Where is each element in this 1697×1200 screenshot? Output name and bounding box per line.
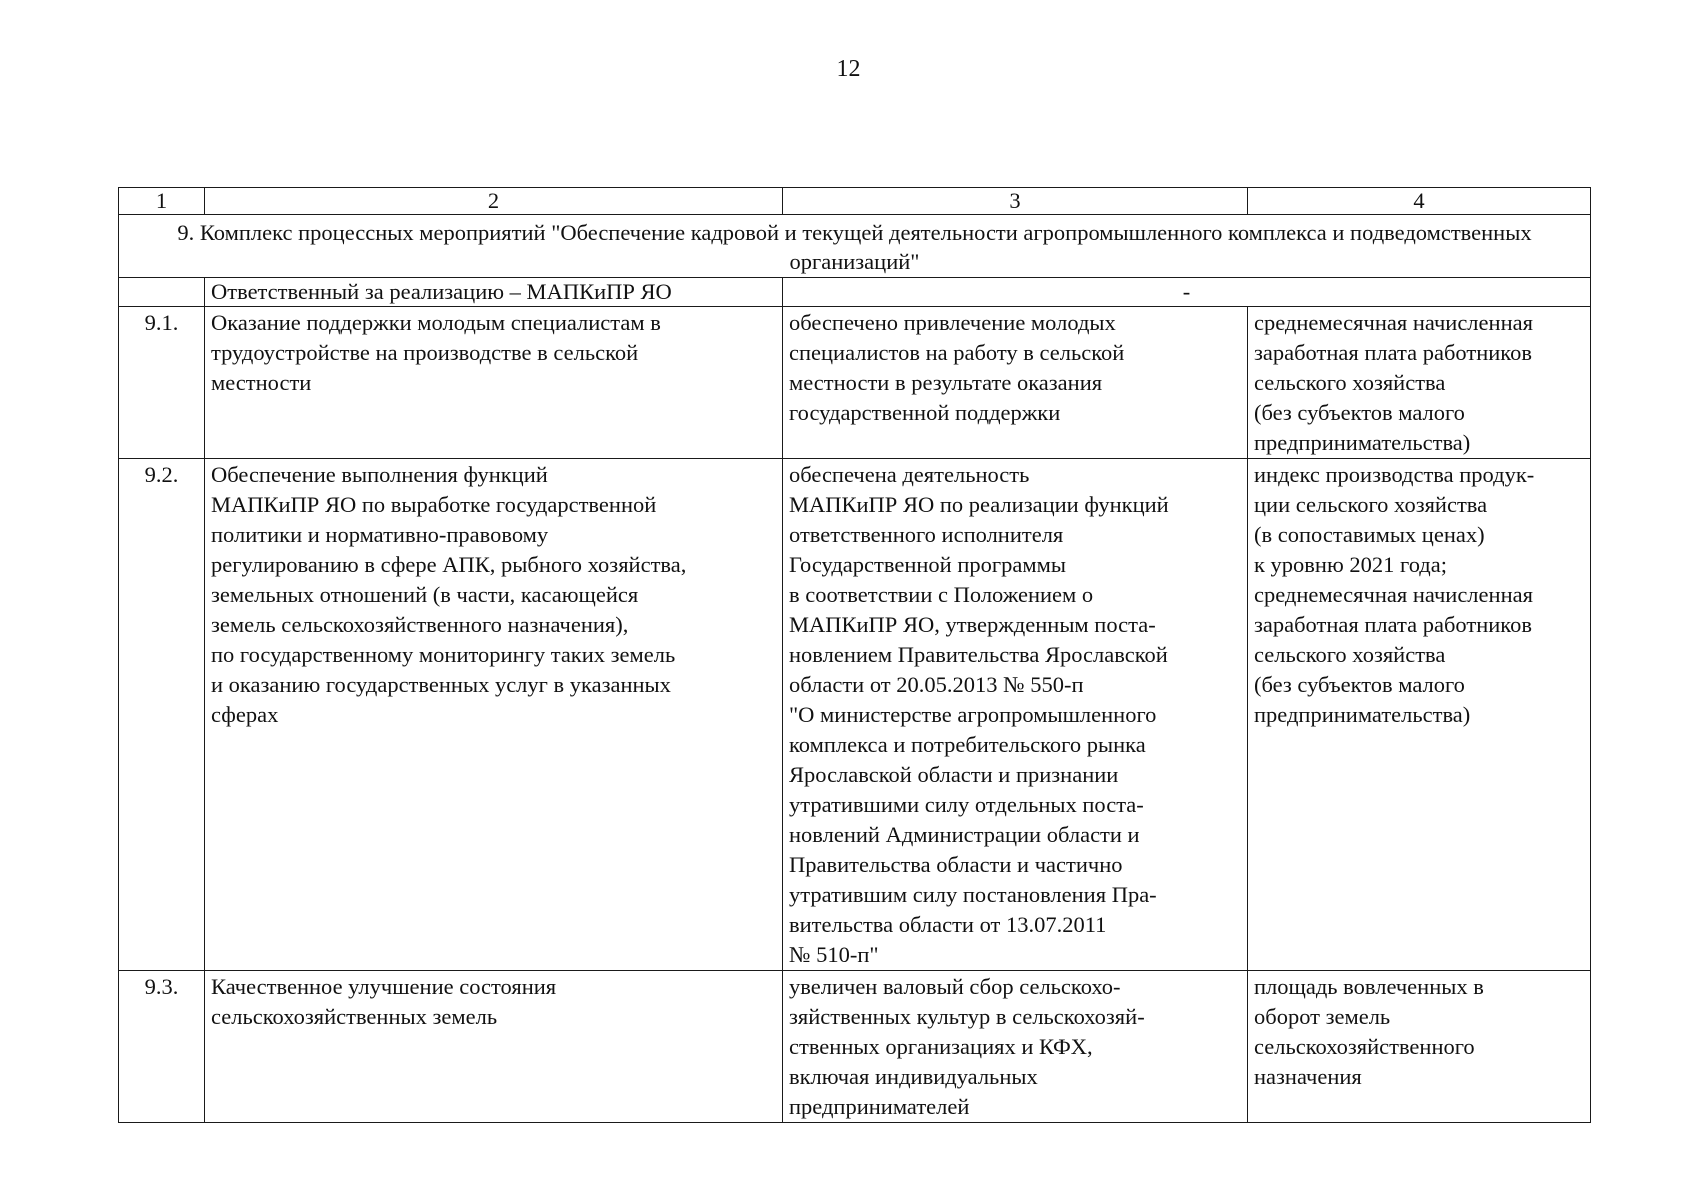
- row-number: 9.3.: [119, 971, 205, 1123]
- activities-table: [118, 187, 1591, 1123]
- column-number-1: 1: [119, 188, 205, 215]
- table-row: [119, 307, 1591, 459]
- column-number-4: 4: [1248, 188, 1591, 215]
- row-task: Качественное улучшение состояния сельскохозяйственных земель: [205, 971, 783, 1123]
- responsible-label: Ответственный за реализацию – МАПКиПР ЯО: [205, 278, 783, 307]
- table-row: [119, 971, 1591, 1123]
- responsible-row: [119, 278, 1591, 307]
- page-number: 12: [836, 56, 861, 82]
- row-indicator: индекс производства продук- ции сельского хозяйства (в сопоставимых ценах) к уровню 2021 года; среднемесячная начисленная заработная плата работников сельского хозяйства (без субъектов малого предпринимательства): [1248, 459, 1591, 971]
- row-number: 9.1.: [119, 307, 205, 459]
- section-title-row: [119, 215, 1591, 278]
- column-number-3: 3: [783, 188, 1248, 215]
- row-indicator: среднемесячная начисленная заработная плата работников сельского хозяйства (без субъектов малого предпринимательства): [1248, 307, 1591, 459]
- column-numbers-row: [119, 188, 1591, 215]
- section-title: 9. Комплекс процессных мероприятий "Обеспечение кадровой и текущей деятельности агропромышленного комплекса и подведомственных организаций": [119, 215, 1591, 278]
- row-number: 9.2.: [119, 459, 205, 971]
- row-task: Оказание поддержки молодым специалистам в трудоустройстве на производстве в сельской местности: [205, 307, 783, 459]
- row-task: Обеспечение выполнения функций МАПКиПР ЯО по выработке государственной политики и нормативно-правовому регулированию в сфере АПК, рыбного хозяйства, земельных отношений (в части, касающейся земель сельскохозяйственного назначения), по государственному мониторингу таких земель и оказанию государственных услуг в указанных сферах: [205, 459, 783, 971]
- row-result: обеспечена деятельность МАПКиПР ЯО по реализации функций ответственного исполнителя Государственной программы в соответствии с Положением о МАПКиПР ЯО, утвержденным поста- новлением Правительства Ярославской области от 20.05.2013 № 550-п "О министерстве агропромышленного комплекса и потребительского рынка Ярославской области и признании утратившими силу отдельных поста- новлений Администрации области и Правительства области и частично утратившим силу постановления Пра- вительства области от 13.07.2011 № 510-п": [783, 459, 1248, 971]
- row-result: обеспечено привлечение молодых специалистов на работу в сельской местности в результате оказания государственной поддержки: [783, 307, 1248, 459]
- row-result: увеличен валовый сбор сельскохо- зяйственных культур в сельскохозяй- ственных организациях и КФХ, включая индивидуальных предпринимателей: [783, 971, 1248, 1123]
- table-row: [119, 459, 1591, 971]
- responsible-value: -: [783, 278, 1591, 307]
- responsible-empty-cell: [119, 278, 205, 307]
- row-indicator: площадь вовлеченных в оборот земель сельскохозяйственного назначения: [1248, 971, 1591, 1123]
- column-number-2: 2: [205, 188, 783, 215]
